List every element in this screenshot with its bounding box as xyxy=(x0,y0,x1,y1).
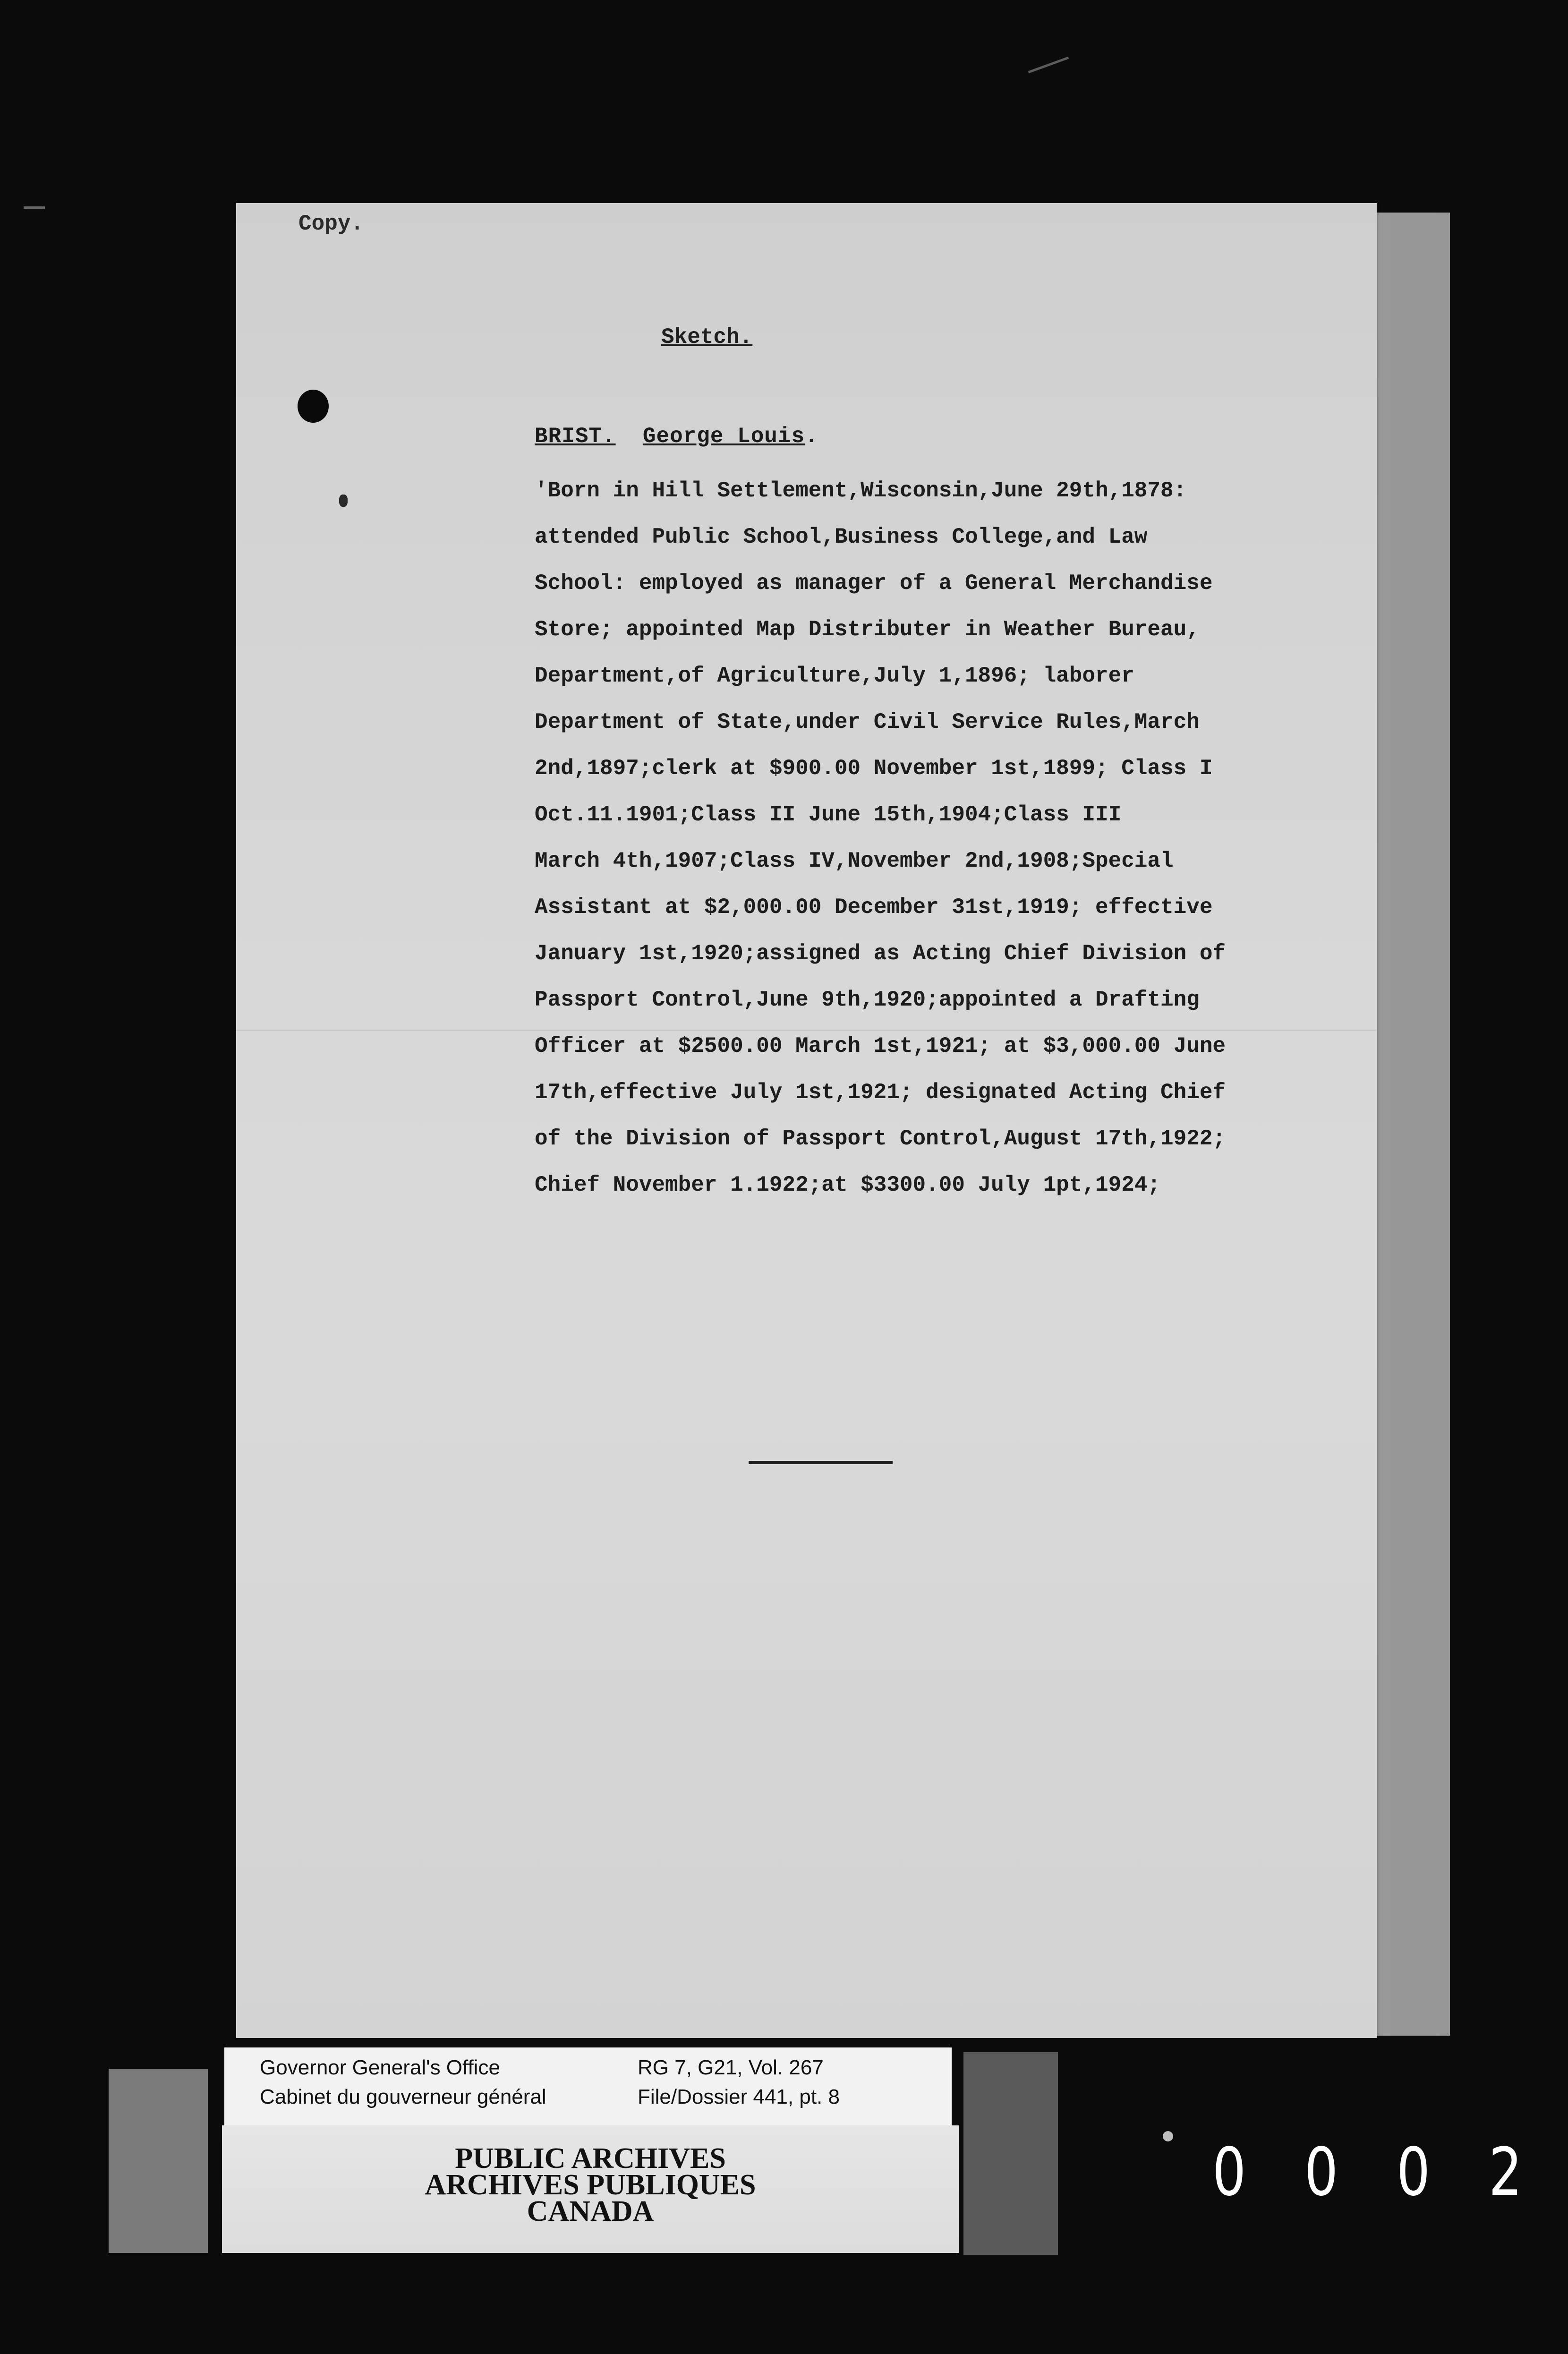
frame-counter xyxy=(1209,2134,1568,2222)
text-line: Passport Control,June 9th,1920;appointed a Drafting xyxy=(535,988,1200,1012)
public-archives-stamp xyxy=(222,2125,959,2253)
biography-text xyxy=(535,468,1226,1208)
film-scratch xyxy=(24,206,45,209)
subject-surname: BRIST. xyxy=(535,424,616,449)
country-name: CANADA xyxy=(527,2195,654,2227)
frame-digit: 0 xyxy=(1304,2134,1338,2211)
text-line: March 4th,1907;Class IV,November 2nd,1908;Special xyxy=(535,849,1174,873)
text-line: School: employed as manager of a General Merchandise xyxy=(535,571,1213,596)
text-line: attended Public School,Business College,and Law xyxy=(535,525,1148,549)
office-french: Cabinet du gouverneur général xyxy=(260,2085,546,2108)
office-english: Governor General's Office xyxy=(260,2056,500,2079)
film-scratch xyxy=(1028,57,1069,73)
frame-digit: 0 xyxy=(1212,2134,1246,2211)
document-title: Sketch. xyxy=(661,325,753,350)
label-side-block xyxy=(109,2069,208,2253)
record-group-reference: RG 7, G21, Vol. 267 xyxy=(638,2056,824,2079)
text-line: Store; appointed Map Distributer in Weather Bureau, xyxy=(535,617,1200,642)
text-line: 'Born in Hill Settlement,Wisconsin,June 29th,1878: xyxy=(535,478,1187,503)
archives-english: PUBLIC ARCHIVES xyxy=(455,2142,726,2175)
text-line: 2nd,1897;clerk at $900.00 November 1st,1899; Class I xyxy=(535,756,1213,781)
copy-label: Copy. xyxy=(298,212,364,236)
text-line: Officer at $2500.00 March 1st,1921; at $3,000.00 June xyxy=(535,1034,1226,1058)
text-line: Department,of Agriculture,July 1,1896; laborer xyxy=(535,664,1134,688)
file-reference: File/Dossier 441, pt. 8 xyxy=(638,2085,840,2108)
document-page xyxy=(236,203,1377,2038)
subject-name: BRIST. George Louis. xyxy=(535,424,818,449)
ink-mark xyxy=(339,495,348,507)
film-dot xyxy=(1163,2131,1173,2141)
text-line: of the Division of Passport Control,August 17th,1922; xyxy=(535,1126,1226,1151)
archive-reference-label xyxy=(224,2047,952,2125)
text-line: Oct.11.1901;Class II June 15th,1904;Class III xyxy=(535,802,1122,827)
text-line: January 1st,1920;assigned as Acting Chief Division of xyxy=(535,941,1226,966)
punch-hole xyxy=(298,390,329,423)
closing-rule xyxy=(749,1461,893,1464)
subject-given-names: George Louis xyxy=(642,424,805,449)
text-line: Chief November 1.1922;at $3300.00 July 1pt,1924; xyxy=(535,1173,1161,1197)
text-line: Department of State,under Civil Service Rules,March xyxy=(535,710,1200,734)
archives-french: ARCHIVES PUBLIQUES xyxy=(425,2169,756,2201)
label-side-block xyxy=(963,2052,1058,2255)
frame-digit: 2 xyxy=(1489,2134,1523,2211)
text-line: Assistant at $2,000.00 December 31st,1919; effective xyxy=(535,895,1213,920)
text-line: 17th,effective July 1st,1921; designated Acting Chief xyxy=(535,1080,1226,1105)
frame-digit: 0 xyxy=(1397,2134,1431,2211)
